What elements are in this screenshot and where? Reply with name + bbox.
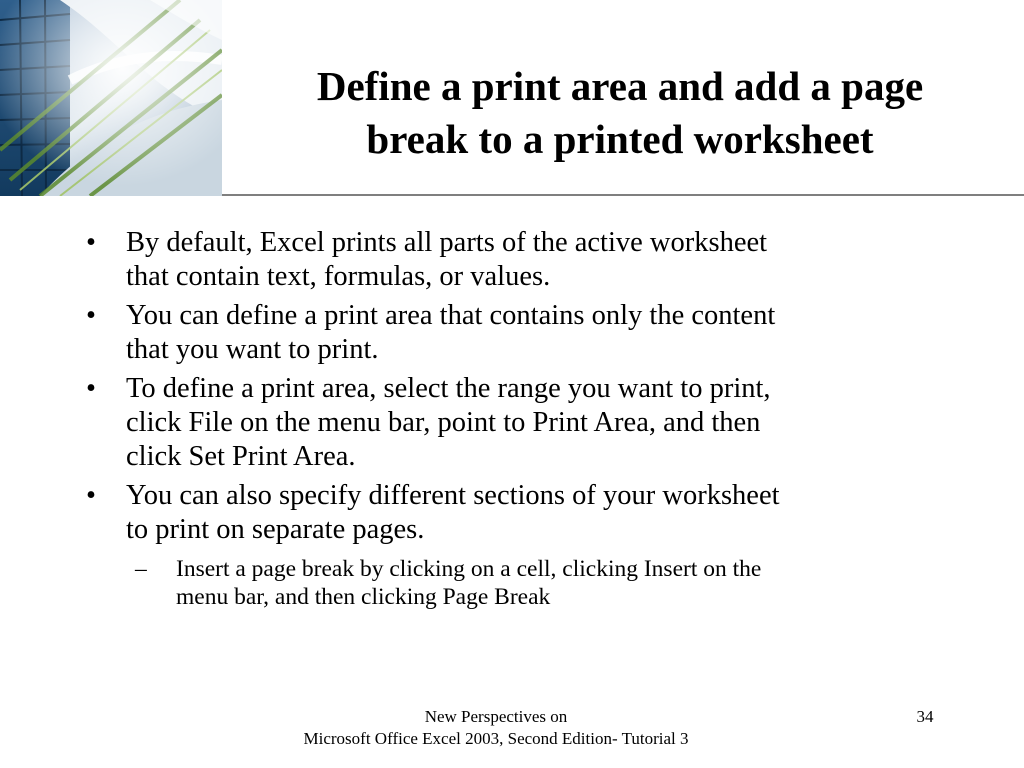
bullet-line: that contain text, formulas, or values. — [126, 261, 551, 292]
sub-bullet-line: Insert a page break by clicking on a cell, clicking Insert on the — [176, 556, 762, 582]
bullet-line: To define a print area, select the range you want to print, — [126, 373, 771, 404]
bullet-line: click Set Print Area. — [126, 441, 356, 472]
bullet-line: click File on the menu bar, point to Print Area, and then — [126, 407, 761, 438]
bullet-item — [86, 479, 946, 611]
corner-architecture-image — [0, 0, 222, 196]
bullet-item — [86, 226, 946, 294]
bullet-line: that you want to print. — [126, 334, 379, 365]
bullet-item — [86, 299, 946, 367]
slide-title-line-2: break to a printed worksheet — [366, 116, 874, 162]
sub-bullet-icon: – — [135, 556, 147, 582]
bullet-line: By default, Excel prints all parts of the active worksheet — [126, 227, 768, 258]
bullet-icon: • — [86, 480, 96, 511]
slide-title — [240, 60, 1000, 166]
sub-bullet-line: menu bar, and then clicking Page Break — [176, 584, 551, 610]
bullet-line: You can define a print area that contains only the content — [126, 300, 776, 331]
footer-line-2: Microsoft Office Excel 2003, Second Edition- Tutorial 3 — [303, 729, 689, 748]
footer-text — [200, 706, 792, 750]
bullet-item — [86, 372, 946, 474]
title-divider — [222, 194, 1024, 196]
bullet-line: to print on separate pages. — [126, 514, 425, 545]
bullet-icon: • — [86, 373, 96, 404]
slide-title-line-1: Define a print area and add a page — [316, 63, 924, 109]
page-number: 34 — [916, 707, 934, 726]
sub-bullet-item — [131, 555, 946, 611]
bullet-line: You can also specify different sections of your worksheet — [126, 480, 780, 511]
bullet-icon: • — [86, 300, 96, 331]
bullet-icon: • — [86, 227, 96, 258]
slide-body — [86, 226, 946, 616]
footer-line-1: New Perspectives on — [424, 707, 568, 726]
